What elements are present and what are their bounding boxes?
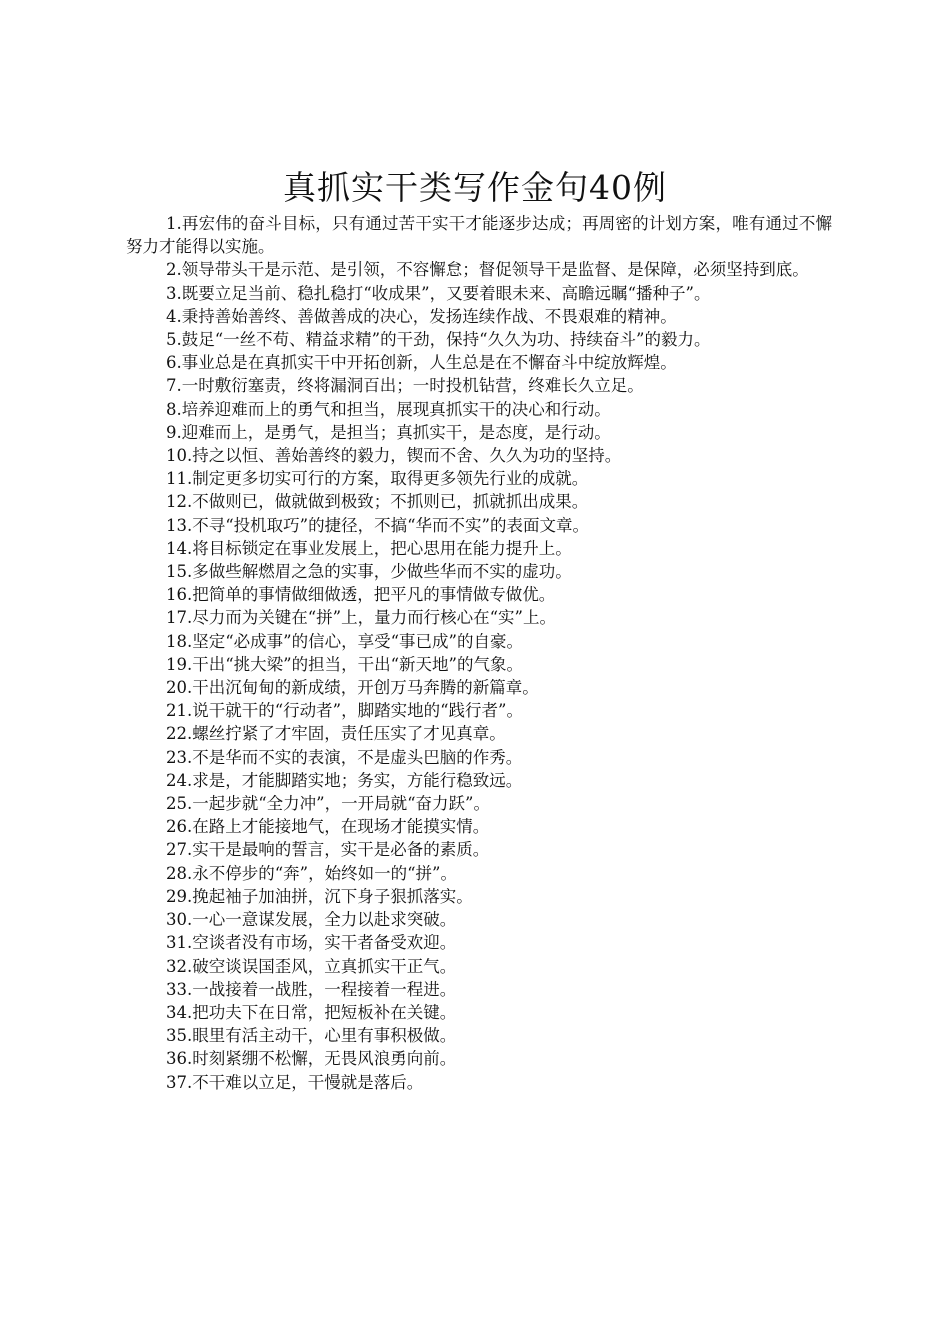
quote-item: 30.一心一意谋发展，全力以赴求突破。 [166, 910, 457, 930]
quote-item: 12.不做则已，做就做到极致；不抓则已，抓就抓出成果。 [166, 492, 589, 512]
quote-item: 21.说干就干的“行动者”，脚踏实地的“践行者”。 [166, 701, 523, 721]
quote-item: 34.把功夫下在日常，把短板补在关键。 [166, 1002, 457, 1022]
quote-item: 26.在路上才能接地气，在现场才能摸实情。 [166, 817, 490, 837]
quote-item: 18.坚定“必成事”的信心，享受“事已成”的自豪。 [166, 631, 523, 651]
quote-item: 35.眼里有活主动干，心里有事积极做。 [166, 1026, 457, 1046]
quote-item: 20.干出沉甸甸的新成绩，开创万马奔腾的新篇章。 [166, 678, 539, 698]
quote-item: 5.鼓足“一丝不苟、精益求精”的干劲，保持“久久为功、持续奋斗”的毅力。 [166, 330, 711, 350]
quote-item: 9.迎难而上，是勇气，是担当；真抓实干，是态度，是行动。 [166, 422, 611, 442]
quote-item: 36.时刻紧绷不松懈，无畏风浪勇向前。 [166, 1049, 457, 1069]
quote-item: 15.多做些解燃眉之急的实事，少做些华而不实的虚功。 [166, 562, 572, 582]
quote-item: 23.不是华而不实的表演，不是虚头巴脑的作秀。 [166, 747, 523, 767]
quote-item: 14.将目标锁定在事业发展上，把心思用在能力提升上。 [166, 538, 572, 558]
quote-item: 19.干出“挑大梁”的担当，干出“新天地”的气象。 [166, 654, 523, 674]
quote-item: 24.求是，才能脚踏实地；务实，方能行稳致远。 [166, 770, 523, 790]
quote-item: 37.不干难以立足，干慢就是落后。 [166, 1072, 424, 1092]
quote-item: 22.螺丝拧紧了才牢固，责任压实了才见真章。 [166, 724, 506, 744]
quote-item: 16.把简单的事情做细做透，把平凡的事情做专做优。 [166, 585, 556, 605]
quote-item: 8.培养迎难而上的勇气和担当，展现真抓实干的决心和行动。 [166, 399, 611, 419]
quote-item: 33.一战接着一战胜，一程接着一程进。 [166, 979, 457, 999]
quote-item: 28.永不停步的“奔”，始终如一的“拼”。 [166, 863, 457, 883]
quote-item: 25.一起步就“全力冲”，一开局就“奋力跃”。 [166, 794, 490, 814]
quote-item: 10.持之以恒、善始善终的毅力，锲而不舍、久久为功的坚持。 [166, 446, 622, 466]
quote-item: 27.实干是最响的誓言，实干是必备的素质。 [166, 840, 490, 860]
quote-item: 29.挽起袖子加油拼，沉下身子狠抓落实。 [166, 886, 473, 906]
quote-item: 31.空谈者没有市场，实干者备受欢迎。 [166, 933, 457, 953]
quote-item: 13.不寻“投机取巧”的捷径，不搞“华而不实”的表面文章。 [166, 515, 589, 535]
quote-item: 4.秉持善始善终、善做善成的决心，发扬连续作战、不畏艰难的精神。 [166, 306, 677, 326]
quote-item: 1.再宏伟的奋斗目标，只有通过苦干实干才能逐步达成；再周密的计划方案，唯有通过不懈努力才能得以实施。 [126, 214, 832, 257]
quote-item: 6.事业总是在真抓实干中开拓创新，人生总是在不懈奋斗中绽放辉煌。 [166, 353, 677, 373]
quote-item: 11.制定更多切实可行的方案，取得更多领先行业的成就。 [166, 469, 589, 489]
document-title: 真抓实干类写作金句40例 [283, 168, 667, 207]
quote-item: 2.领导带头干是示范、是引领，不容懈怠；督促领导干是监督、是保障，必须坚持到底。 [166, 260, 809, 280]
quote-item: 32.破空谈误国歪风，立真抓实干正气。 [166, 956, 457, 976]
quote-list [126, 212, 832, 1094]
quote-item: 17.尽力而为关键在“拼”上，量力而行核心在“实”上。 [166, 608, 556, 628]
quote-item: 3.既要立足当前、稳扎稳打“收成果”，又要着眼未来、高瞻远瞩“播种子”。 [166, 283, 711, 303]
quote-item: 7.一时敷衍塞责，终将漏洞百出；一时投机钻营，终难长久立足。 [166, 376, 644, 396]
